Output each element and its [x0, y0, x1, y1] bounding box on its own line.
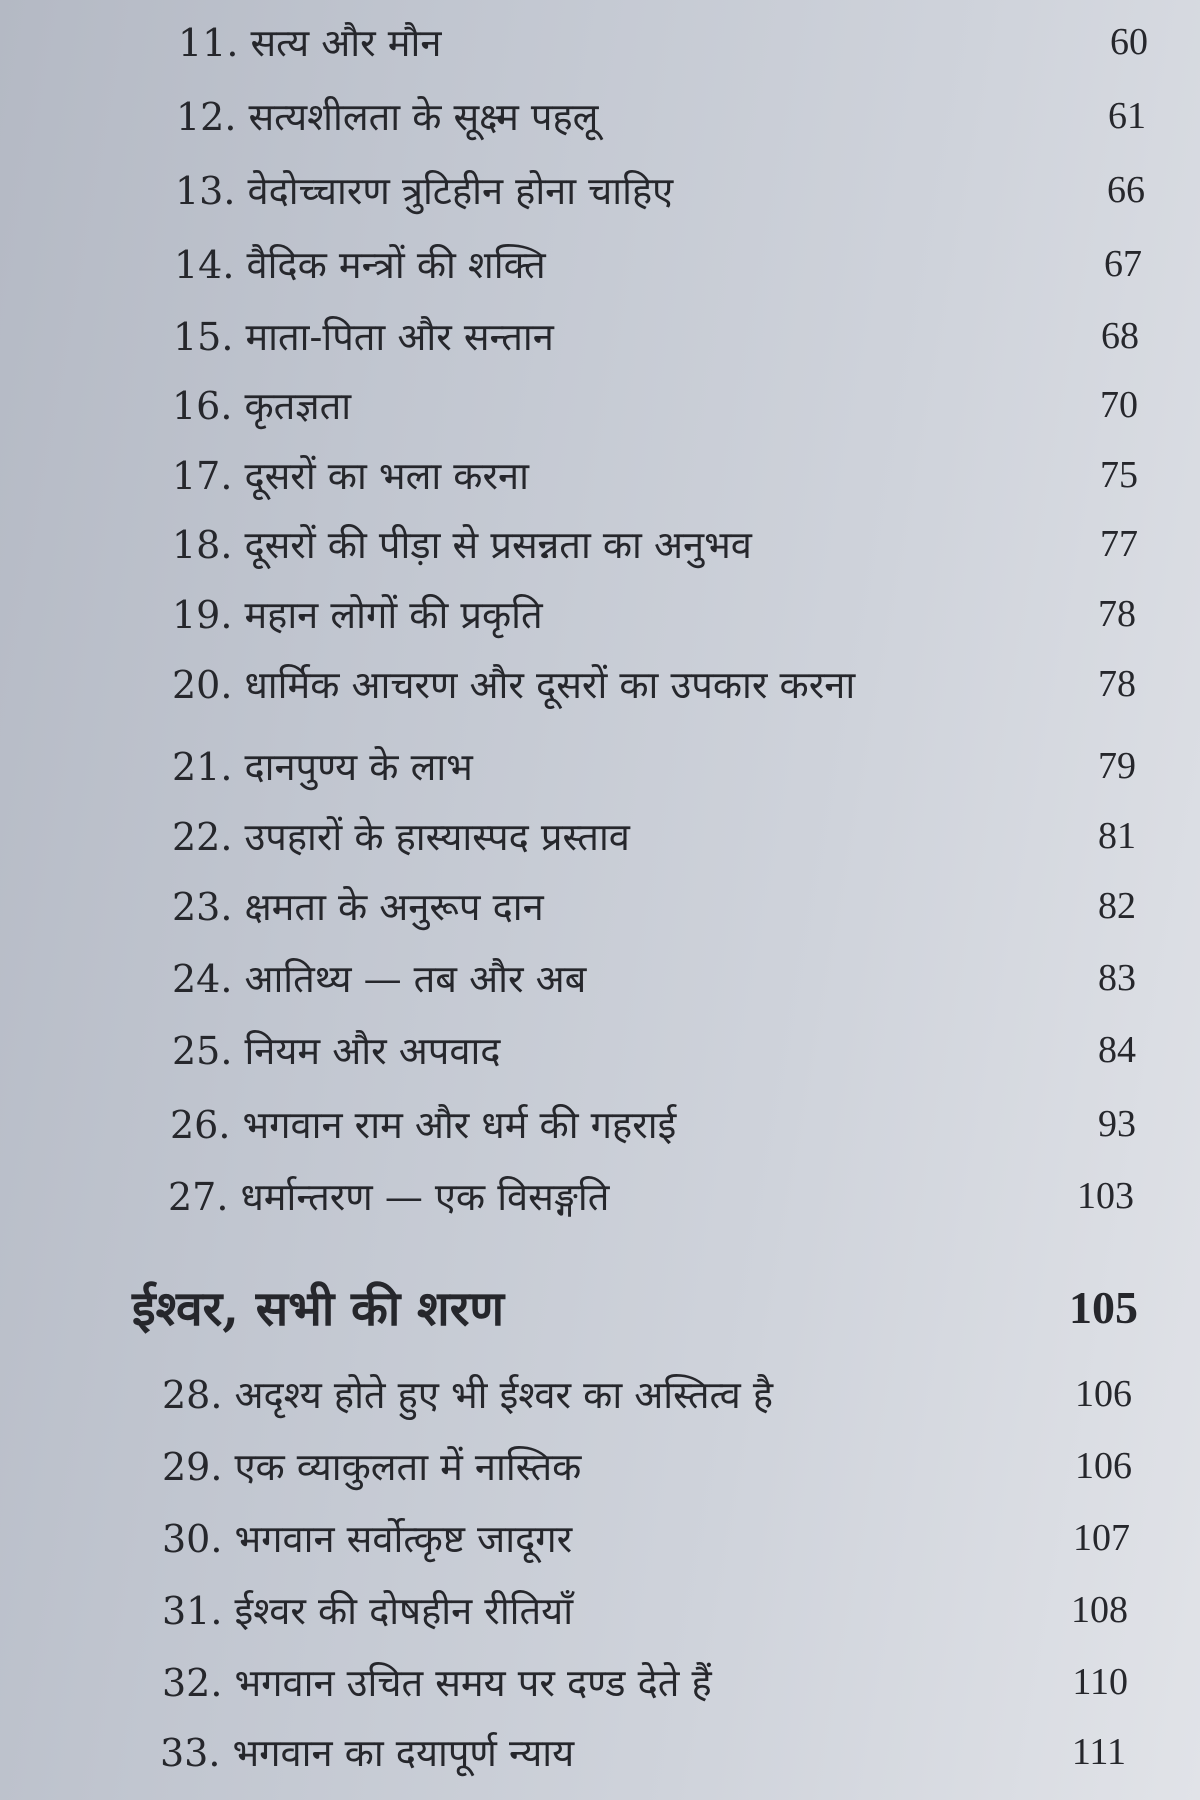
- section-heading: [132, 1272, 1138, 1342]
- entry-page: 75: [1100, 454, 1138, 496]
- entry-title: वेदोच्चारण त्रुटिहीन होना चाहिए: [247, 169, 674, 213]
- toc-entry-20: [172, 654, 1136, 714]
- entry-number: 16.: [172, 384, 233, 428]
- toc-entry-15: [173, 306, 1139, 366]
- toc-entry-28: [162, 1364, 1132, 1424]
- entry-number: 32.: [162, 1661, 223, 1705]
- entry-number: 15.: [173, 315, 234, 359]
- entry-title: अदृश्य होते हुए भी ईश्वर का अस्तित्व है: [234, 1373, 774, 1417]
- entry-title: दूसरों का भला करना: [244, 454, 529, 498]
- entry-title: दानपुण्य के लाभ: [244, 745, 473, 789]
- entry-page: 78: [1098, 663, 1136, 705]
- entry-title: धर्मान्तरण — एक विसङ्गति: [240, 1175, 610, 1219]
- toc-entry-25: [172, 1020, 1136, 1080]
- toc-entry-27: [168, 1166, 1134, 1226]
- entry-number: 33.: [160, 1731, 221, 1775]
- entry-number: 27.: [168, 1175, 229, 1219]
- entry-number: 28.: [162, 1373, 223, 1417]
- entry-page: 106: [1075, 1445, 1132, 1487]
- entry-title: माता-पिता और सन्तान: [245, 315, 554, 359]
- entry-page: 103: [1077, 1175, 1134, 1217]
- entry-number: 14.: [174, 243, 235, 287]
- entry-title: महान लोगों की प्रकृति: [244, 593, 543, 637]
- toc-entry-31: [162, 1580, 1128, 1640]
- entry-number: 12.: [176, 95, 237, 139]
- toc-entry-32: [162, 1652, 1128, 1712]
- toc-entry-11: [178, 12, 1148, 72]
- entry-title: भगवान राम और धर्म की गहराई: [242, 1103, 677, 1147]
- entry-page: 70: [1100, 384, 1138, 426]
- toc-entry-23: [172, 876, 1136, 936]
- entry-title: दूसरों की पीड़ा से प्रसन्नता का अनुभव: [244, 523, 752, 567]
- entry-number: 30.: [162, 1517, 223, 1561]
- entry-page: 77: [1100, 523, 1138, 565]
- toc-entry-19: [172, 584, 1136, 644]
- entry-page: 60: [1110, 21, 1148, 63]
- entry-page: 81: [1098, 815, 1136, 857]
- entry-page: 79: [1098, 745, 1136, 787]
- entry-number: 20.: [172, 663, 233, 707]
- entry-page: 83: [1098, 957, 1136, 999]
- toc-entry-33: [160, 1722, 1126, 1782]
- section-title: ईश्वर, सभी की शरण: [132, 1280, 505, 1337]
- toc-entry-17: [172, 445, 1138, 505]
- entry-number: 23.: [172, 885, 233, 929]
- entry-number: 18.: [172, 523, 233, 567]
- entry-title: क्षमता के अनुरूप दान: [244, 885, 544, 929]
- entry-title: कृतज्ञता: [244, 384, 352, 428]
- toc-entry-29: [162, 1436, 1132, 1496]
- entry-page: 78: [1098, 593, 1136, 635]
- entry-page: 61: [1108, 95, 1146, 137]
- entry-number: 31.: [162, 1589, 223, 1633]
- entry-number: 13.: [175, 169, 236, 213]
- entry-page: 107: [1073, 1517, 1130, 1559]
- entry-page: 84: [1098, 1029, 1136, 1071]
- entry-number: 11.: [178, 21, 239, 65]
- toc-entry-30: [162, 1508, 1130, 1568]
- section-page: 105: [1069, 1281, 1138, 1333]
- toc-entry-13: [175, 160, 1145, 220]
- entry-title: भगवान उचित समय पर दण्ड देते हैं: [234, 1661, 712, 1705]
- entry-page: 110: [1072, 1661, 1128, 1703]
- entry-title: उपहारों के हास्यास्पद प्रस्ताव: [244, 815, 630, 859]
- entry-page: 67: [1104, 243, 1142, 285]
- toc-entry-18: [172, 514, 1138, 574]
- entry-title: सत्य और मौन: [250, 21, 442, 65]
- entry-number: 17.: [172, 454, 233, 498]
- entry-title: भगवान का दयापूर्ण न्याय: [232, 1731, 575, 1775]
- entry-title: नियम और अपवाद: [244, 1029, 501, 1073]
- entry-page: 66: [1107, 169, 1145, 211]
- entry-number: 21.: [172, 745, 233, 789]
- entry-title: धार्मिक आचरण और दूसरों का उपकार करना: [244, 663, 856, 707]
- entry-title: वैदिक मन्त्रों की शक्ति: [246, 243, 546, 287]
- toc-entry-16: [172, 375, 1138, 435]
- entry-number: 19.: [172, 593, 233, 637]
- toc-entry-21: [172, 736, 1136, 796]
- entry-page: 111: [1071, 1731, 1126, 1773]
- toc-entry-24: [172, 948, 1136, 1008]
- entry-number: 22.: [172, 815, 233, 859]
- entry-title: ईश्वर की दोषहीन रीतियाँ: [234, 1589, 574, 1633]
- entry-number: 24.: [172, 957, 233, 1001]
- entry-title: भगवान सर्वोत्कृष्ट जादूगर: [234, 1517, 573, 1561]
- entry-title: आतिथ्य — तब और अब: [244, 957, 587, 1001]
- entry-number: 29.: [162, 1445, 223, 1489]
- toc-entry-12: [176, 86, 1146, 146]
- entry-number: 25.: [172, 1029, 233, 1073]
- toc-entry-22: [172, 806, 1136, 866]
- entry-page: 108: [1071, 1589, 1128, 1631]
- entry-page: 68: [1101, 315, 1139, 357]
- toc-entry-26: [170, 1094, 1136, 1154]
- entry-page: 106: [1075, 1373, 1132, 1415]
- entry-page: 93: [1098, 1103, 1136, 1145]
- entry-number: 26.: [170, 1103, 231, 1147]
- entry-title: एक व्याकुलता में नास्तिक: [234, 1445, 582, 1489]
- toc-entry-14: [174, 234, 1142, 294]
- entry-title: सत्यशीलता के सूक्ष्म पहलू: [248, 95, 599, 139]
- entry-page: 82: [1098, 885, 1136, 927]
